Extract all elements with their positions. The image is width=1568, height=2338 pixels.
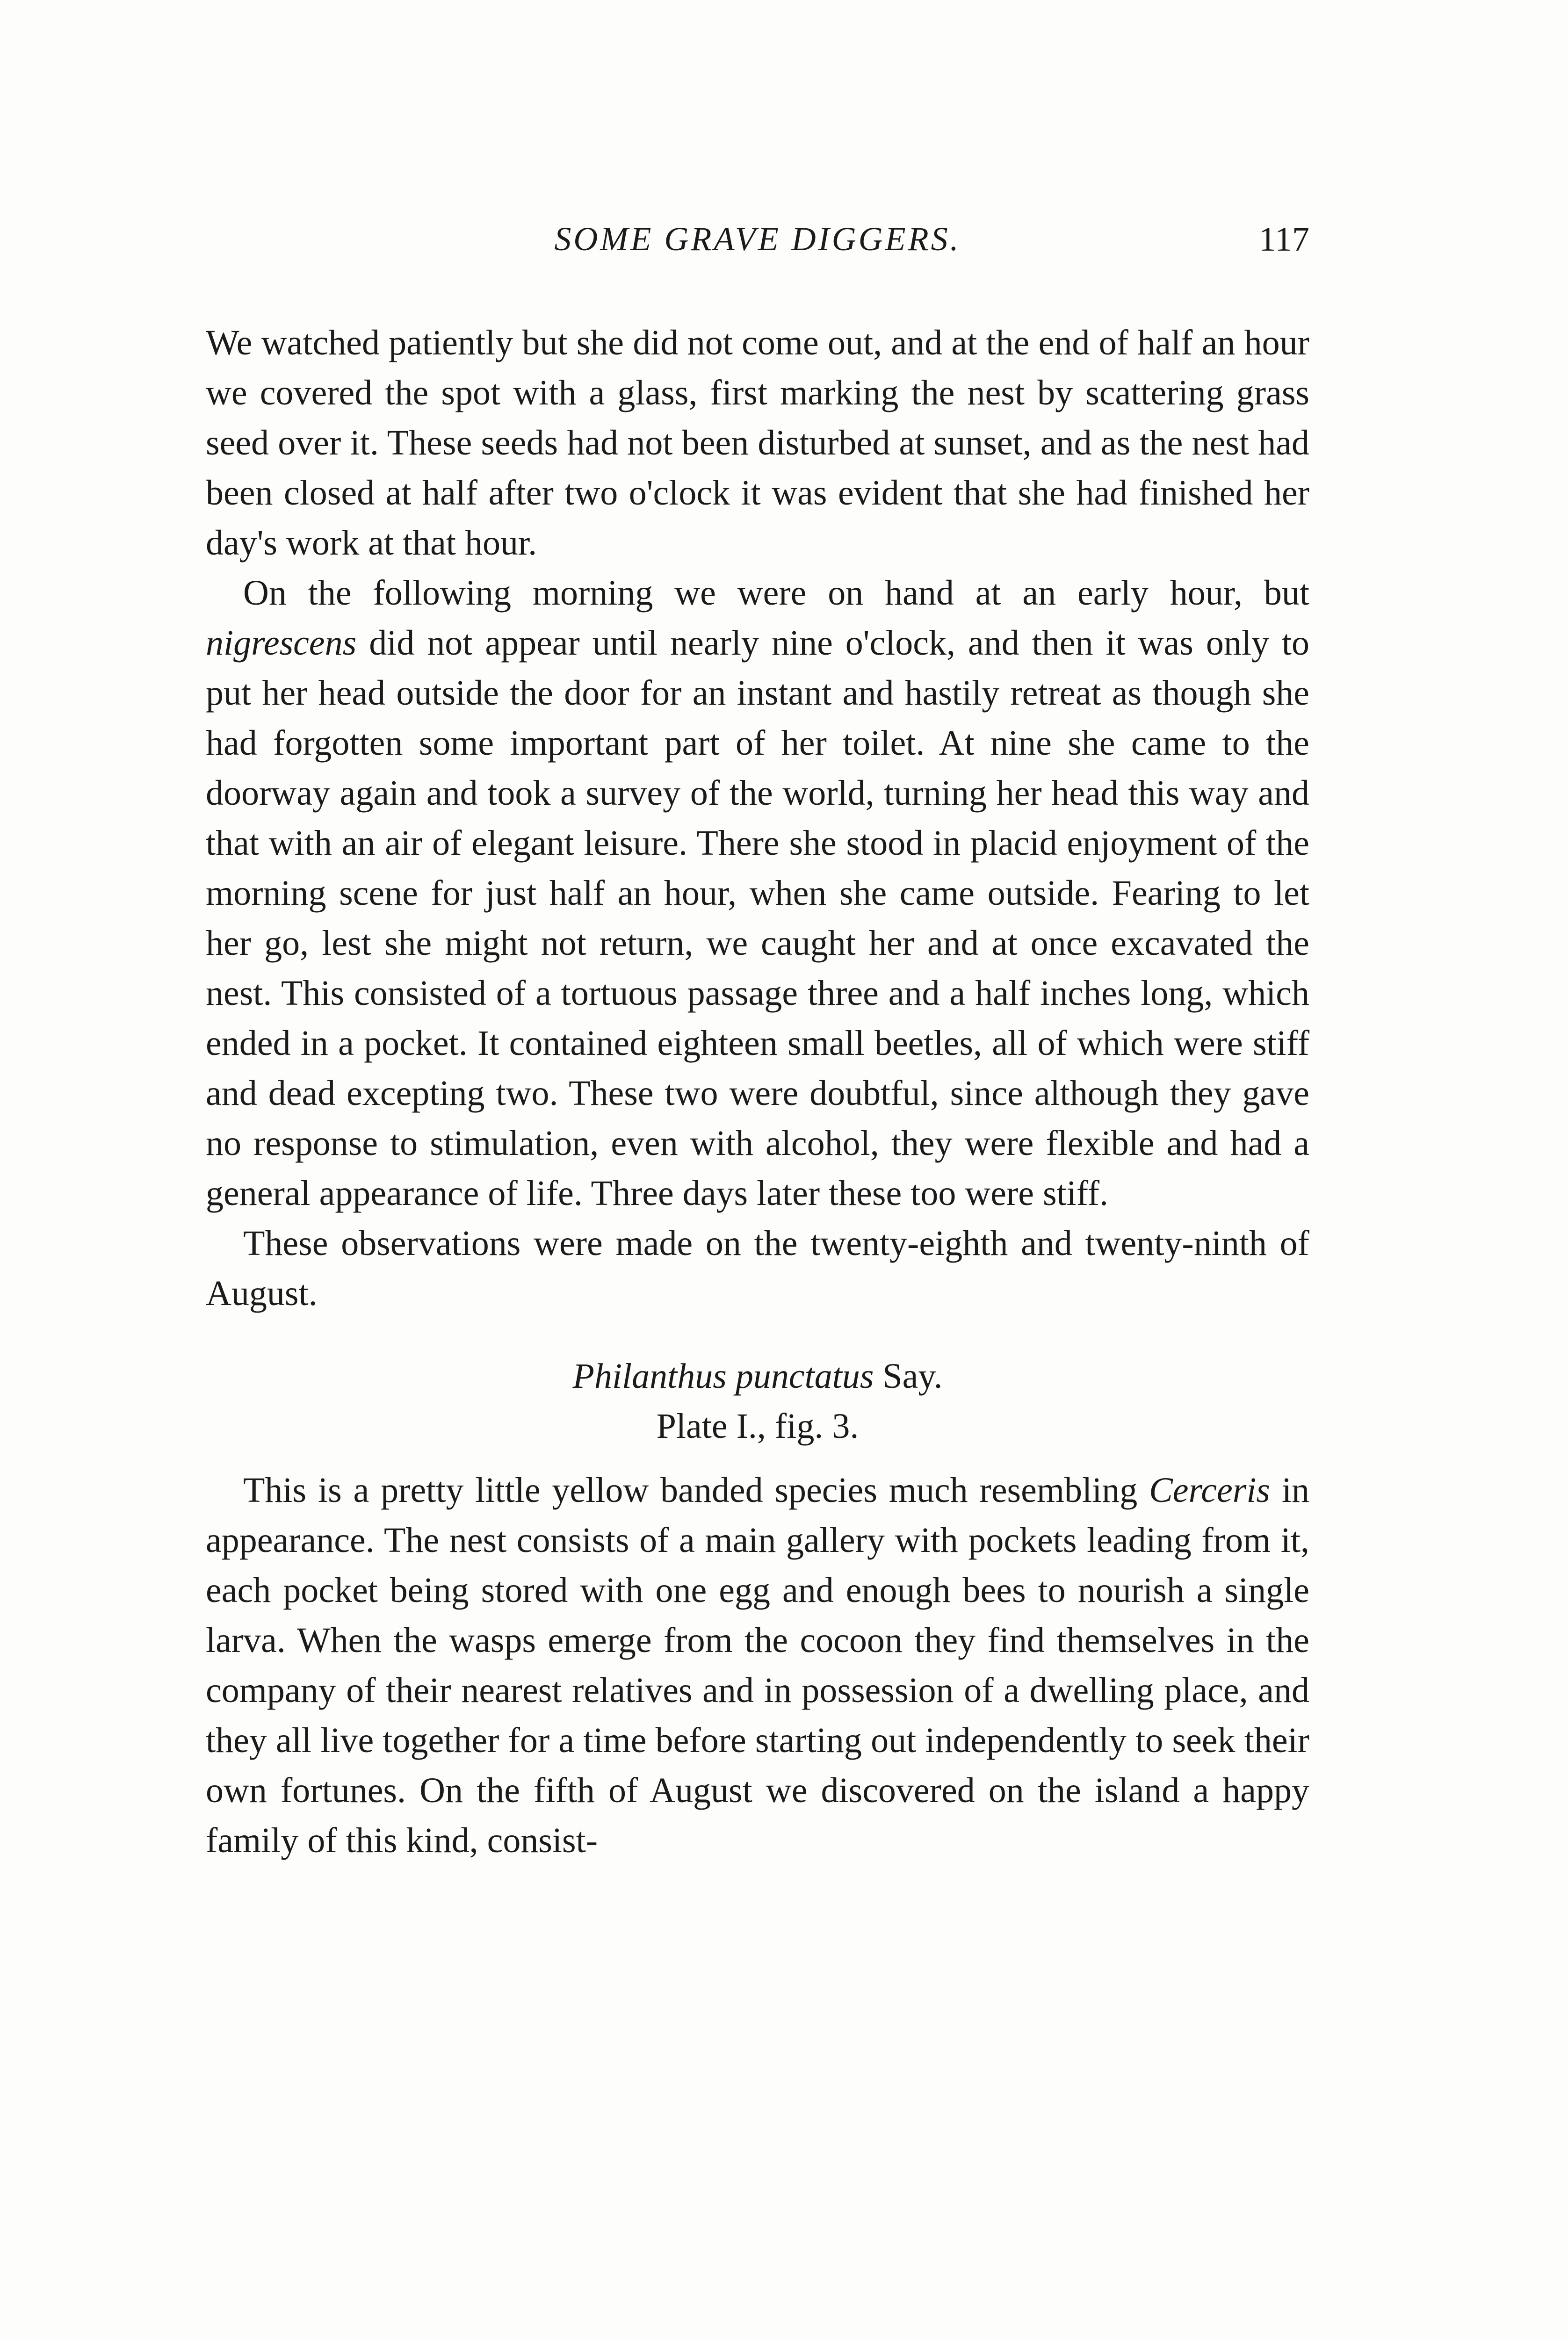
paragraph-4 <box>206 1465 1309 1866</box>
species-heading <box>206 1351 1309 1401</box>
page-number: 117 <box>1258 220 1309 259</box>
paragraph-1: We watched patiently but she did not come out, and at the end of half an hour we covered the spot with a glass, first marking the nest by scattering grass seed over it. These seeds had not been disturbed at sunset, and as the nest had been closed at half after two o'clock it was evident that she had finished her day's work at that hour. <box>206 323 1309 563</box>
taxon-nigrescens: nigrescens <box>206 623 357 663</box>
paragraph-2 <box>206 568 1309 1219</box>
paragraph-4-lead: This is a pretty little yellow banded species much resembling <box>243 1471 1138 1510</box>
paragraph-3: These observations were made on the twenty-eighth and twenty-ninth of August. <box>206 1224 1309 1313</box>
running-title: SOME GRAVE DIGGERS. <box>554 220 961 258</box>
paragraph-2-lead: On the following morning we were on hand at an early hour, but <box>243 573 1309 613</box>
paragraph-2-rest: did not appear until nearly nine o'clock, and then it was only to put her head outside the door for an instant and hastily retreat as though she had forgotten some important part of her toilet. At nine she came to the doorway again and took a survey of the world, turning her head this way and that with an air of elegant leisure. There she stood in placid enjoyment of the morning scene for just half an hour, when she came outside. Fearing to let her go, lest she might not return, we caught her and at once excavated the nest. This consisted of a tortuous passage three and a half inches long, which ended in a pocket. It contained eighteen small beetles, all of which were stiff and dead excepting two. These two were doubtful, since although they gave no response to stimulation, even with alcohol, they were flexible and had a general appearance of life. Three days later these too were stiff. <box>206 623 1310 1213</box>
species-name: Philanthus punctatus <box>572 1357 874 1396</box>
plate-reference: Plate I., fig. 3. <box>656 1407 859 1446</box>
body-text <box>206 318 1309 1866</box>
paragraph-4-rest: in appearance. The nest consists of a main gallery with pockets leading from it, each pocket being stored with one egg and enough bees to nourish a single larva. When the wasps emerge from the cocoon they find themselves in the company of their nearest relatives and in possession of a dwelling place, and they all live together for a time before starting out independently to seek their own fortunes. On the fifth of August we discovered on the island a happy family of this kind, consist- <box>206 1471 1310 1860</box>
page-header <box>206 220 1309 271</box>
taxon-cerceris: Cerceris <box>1149 1471 1271 1510</box>
species-author: Say. <box>882 1357 943 1396</box>
